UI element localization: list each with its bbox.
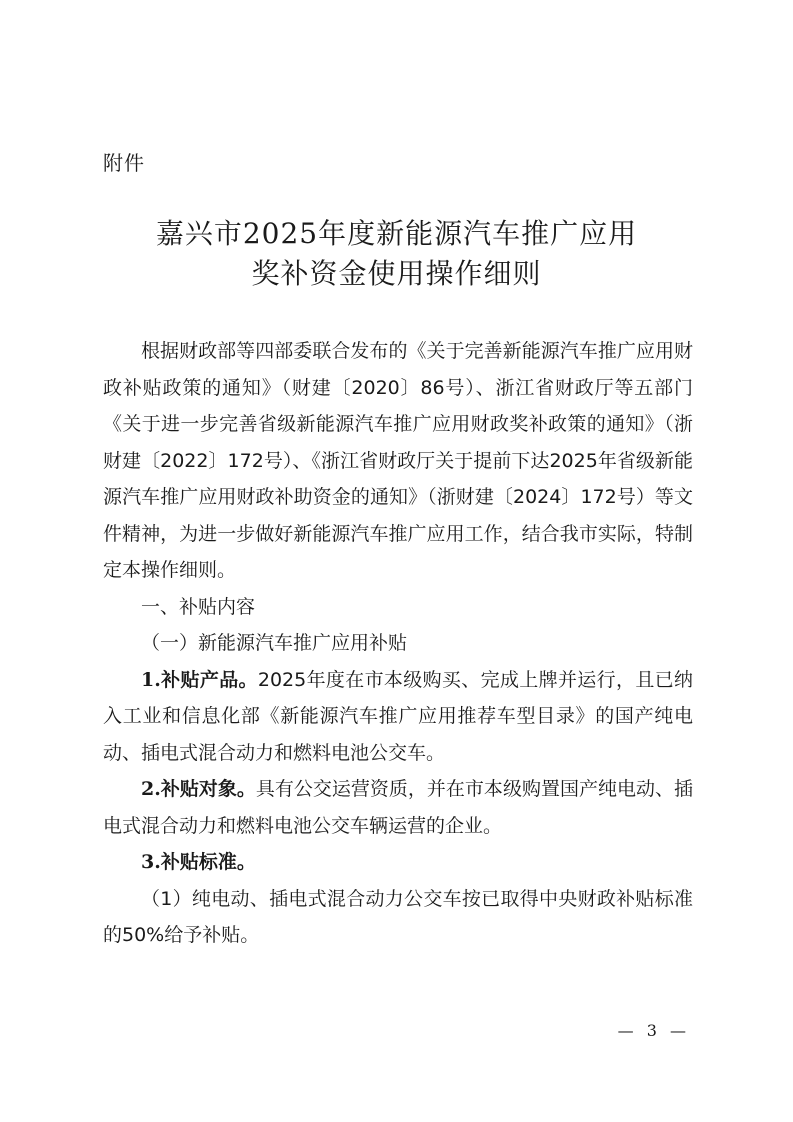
attachment-label: 附件 [103, 151, 145, 175]
item-3-paragraph [103, 844, 693, 881]
subsection-heading-1: （一）新能源汽车推广应用补贴 [141, 632, 408, 654]
document-body [103, 333, 693, 954]
document-title-line-2: 奖补资金使用操作细则 [251, 257, 542, 290]
item-1-text: 2025年度在市本级购买、完成上牌并运行，且已纳入工业和信息化部《新能源汽车推广应用推荐车型目录》的国产纯电动、插电式混合动力和燃料电池公交车。 [103, 668, 693, 764]
document-title-line-1: 嘉兴市2025年度新能源汽车推广应用 [155, 217, 638, 250]
item-1-label: 1.补贴产品。 [141, 668, 258, 691]
item-2-paragraph [103, 771, 693, 844]
item-2-text: 具有公交运营资质，并在市本级购置国产纯电动、插电式混合动力和燃料电池公交车辆运营的企业。 [103, 778, 693, 837]
intro-paragraph: 根据财政部等四部委联合发布的《关于完善新能源汽车推广应用财政补贴政策的通知》（财建〔2020〕86号）、浙江省财政厅等五部门《关于进一步完善省级新能源汽车推广应用财政奖补政策的通知》（浙财建〔2022〕172号）、《浙江省财政厅关于提前下达2025年省级新能源汽车推广应用财政补助资金的通知》（浙财建〔2024〕172号）等文件精神，为进一步做好新能源汽车推广应用工作，结合我市实际，特制定本操作细则。 [103, 340, 693, 581]
item-1-paragraph [103, 662, 693, 772]
item-3-1-paragraph: （1）纯电动、插电式混合动力公交车按已取得中央财政补贴标准的50%给予补贴。 [103, 887, 693, 946]
item-3-label: 3.补贴标准。 [141, 851, 256, 873]
section-heading-1: 一、补贴内容 [141, 595, 256, 618]
item-2-label: 2.补贴对象。 [141, 778, 256, 800]
page-number: — 3 — [617, 1021, 690, 1040]
